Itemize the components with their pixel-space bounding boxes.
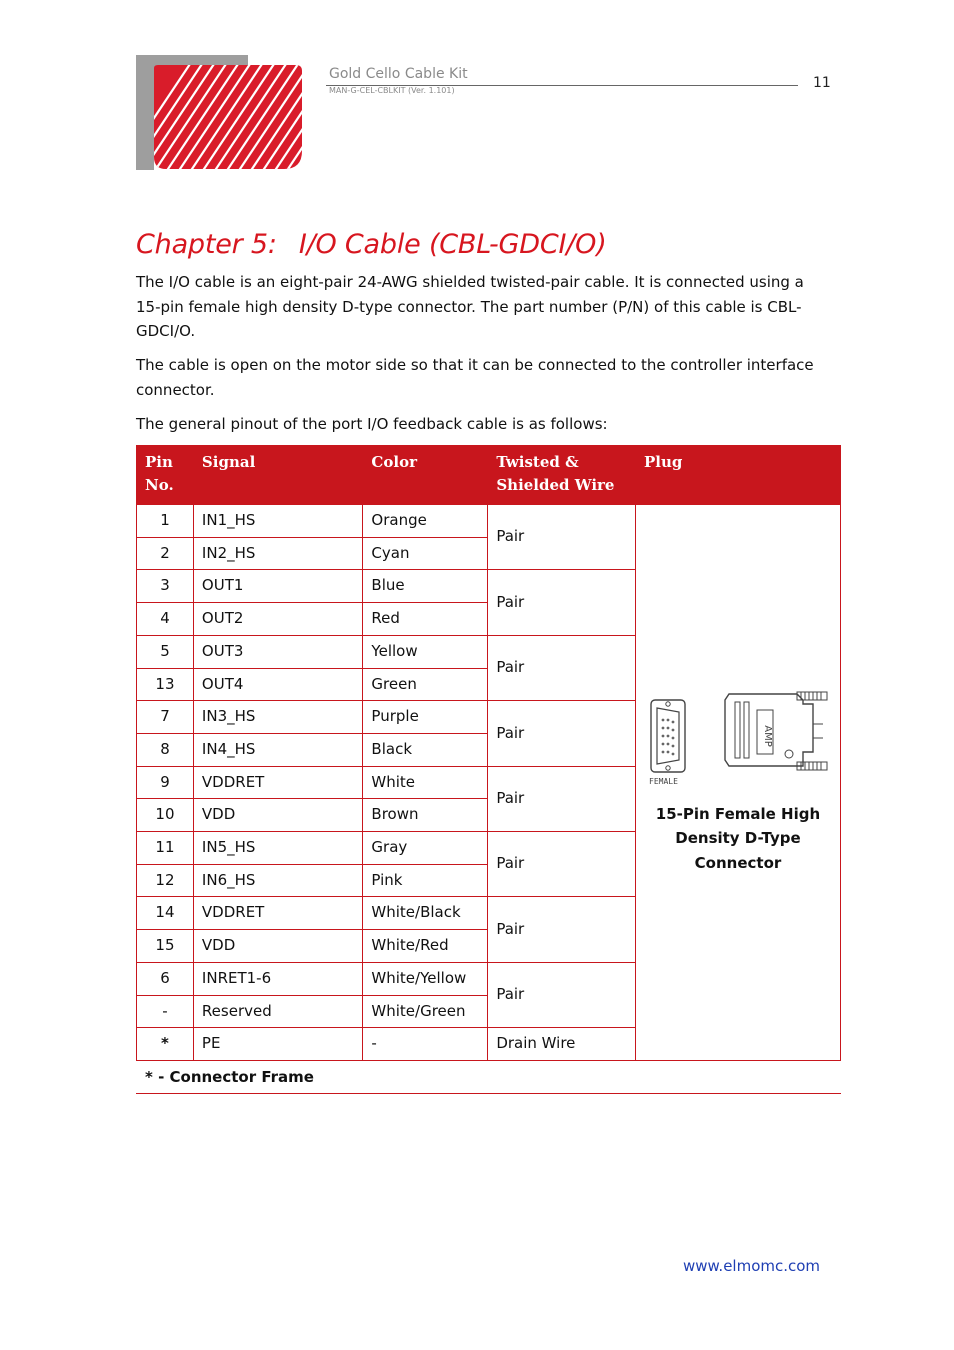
company-logo [136, 55, 322, 170]
pin-cell: 2 [137, 537, 194, 570]
pin-cell: 10 [137, 799, 194, 832]
pin-cell: 15 [137, 930, 194, 963]
signal-cell: OUT1 [193, 570, 363, 603]
header-doc-id: MAN-G-CEL-CBLKIT (Ver. 1.101) [329, 86, 455, 95]
signal-cell: OUT3 [193, 635, 363, 668]
signal-cell: VDD [193, 930, 363, 963]
pin-cell: 6 [137, 962, 194, 995]
pair-cell: Pair [488, 635, 636, 700]
pin-cell: 13 [137, 668, 194, 701]
signal-cell: PE [193, 1028, 363, 1061]
pin-cell: 5 [137, 635, 194, 668]
chapter-heading [136, 229, 607, 260]
pair-cell: Pair [488, 832, 636, 897]
pin-cell: - [137, 995, 194, 1028]
header-plug: Plug [635, 446, 840, 505]
signal-cell: VDDRET [193, 897, 363, 930]
header-signal: Signal [193, 446, 363, 505]
signal-cell: IN1_HS [193, 505, 363, 538]
pin-cell: 8 [137, 733, 194, 766]
signal-cell: IN2_HS [193, 537, 363, 570]
header-title: Gold Cello Cable Kit [329, 66, 468, 82]
plug-cell [635, 505, 840, 1061]
header-pin: Pin No. [137, 446, 194, 505]
chapter-title: I/O Cable (CBL-GDCI/O) [298, 229, 607, 260]
pair-cell: Pair [488, 766, 636, 831]
signal-cell: IN3_HS [193, 701, 363, 734]
color-cell: White/Green [363, 995, 488, 1028]
table-row [137, 505, 841, 538]
color-cell: White/Red [363, 930, 488, 963]
website-link[interactable]: www.elmomc.com [683, 1257, 821, 1275]
color-cell: Brown [363, 799, 488, 832]
color-cell: White/Black [363, 897, 488, 930]
signal-cell: IN6_HS [193, 864, 363, 897]
signal-cell: VDDRET [193, 766, 363, 799]
color-cell: White/Yellow [363, 962, 488, 995]
table-header-row [137, 446, 841, 505]
pin-cell: 9 [137, 766, 194, 799]
pin-cell: 3 [137, 570, 194, 603]
color-cell: Gray [363, 832, 488, 865]
signal-cell: Reserved [193, 995, 363, 1028]
pair-cell: Pair [488, 962, 636, 1027]
color-cell: Yellow [363, 635, 488, 668]
page-number: 11 [813, 75, 831, 91]
color-cell: Black [363, 733, 488, 766]
pin-cell: * [137, 1028, 194, 1061]
pair-cell: Pair [488, 897, 636, 962]
pair-cell: Pair [488, 701, 636, 766]
pinout-table [136, 445, 841, 1061]
color-cell: Pink [363, 864, 488, 897]
color-cell: Blue [363, 570, 488, 603]
plug-caption: 15-Pin Female High Density D-Type Connector [655, 804, 821, 872]
motor-side-paragraph: The cable is open on the motor side so that it can be connected to the controller interface connector. [136, 356, 814, 399]
pinout-intro-paragraph: The general pinout of the port I/O feedback cable is as follows: [136, 415, 608, 433]
pin-cell: 1 [137, 505, 194, 538]
signal-cell: OUT4 [193, 668, 363, 701]
pin-cell: 14 [137, 897, 194, 930]
signal-cell: IN4_HS [193, 733, 363, 766]
header-twisted: Twisted & Shielded Wire [488, 446, 636, 505]
signal-cell: OUT2 [193, 603, 363, 636]
amp-brand-label: AMP [761, 724, 773, 747]
color-cell: Green [363, 668, 488, 701]
color-cell: Red [363, 603, 488, 636]
signal-cell: IN5_HS [193, 832, 363, 865]
pin-cell: 7 [137, 701, 194, 734]
color-cell: - [363, 1028, 488, 1061]
footnote-rule [136, 1093, 841, 1094]
drain-wire-cell: Drain Wire [488, 1028, 636, 1061]
signal-cell: VDD [193, 799, 363, 832]
table-footnote: * - Connector Frame [145, 1068, 314, 1086]
intro-paragraph: The I/O cable is an eight-pair 24-AWG shielded twisted-pair cable. It is connected using a 15-pin female high density D-type connector. The part number (P/N) of this cable is CBL-GDCI/O. [136, 273, 804, 340]
color-cell: White [363, 766, 488, 799]
d-sub-connector-image [645, 690, 831, 790]
header-color: Color [363, 446, 488, 505]
pair-cell: Pair [488, 570, 636, 635]
pin-cell: 4 [137, 603, 194, 636]
chapter-number: Chapter 5: [136, 229, 277, 260]
color-cell: Purple [363, 701, 488, 734]
color-cell: Cyan [363, 537, 488, 570]
pin-cell: 12 [137, 864, 194, 897]
pin-cell: 11 [137, 832, 194, 865]
female-label: FEMALE [648, 776, 678, 786]
signal-cell: INRET1-6 [193, 962, 363, 995]
color-cell: Orange [363, 505, 488, 538]
pair-cell: Pair [488, 505, 636, 570]
